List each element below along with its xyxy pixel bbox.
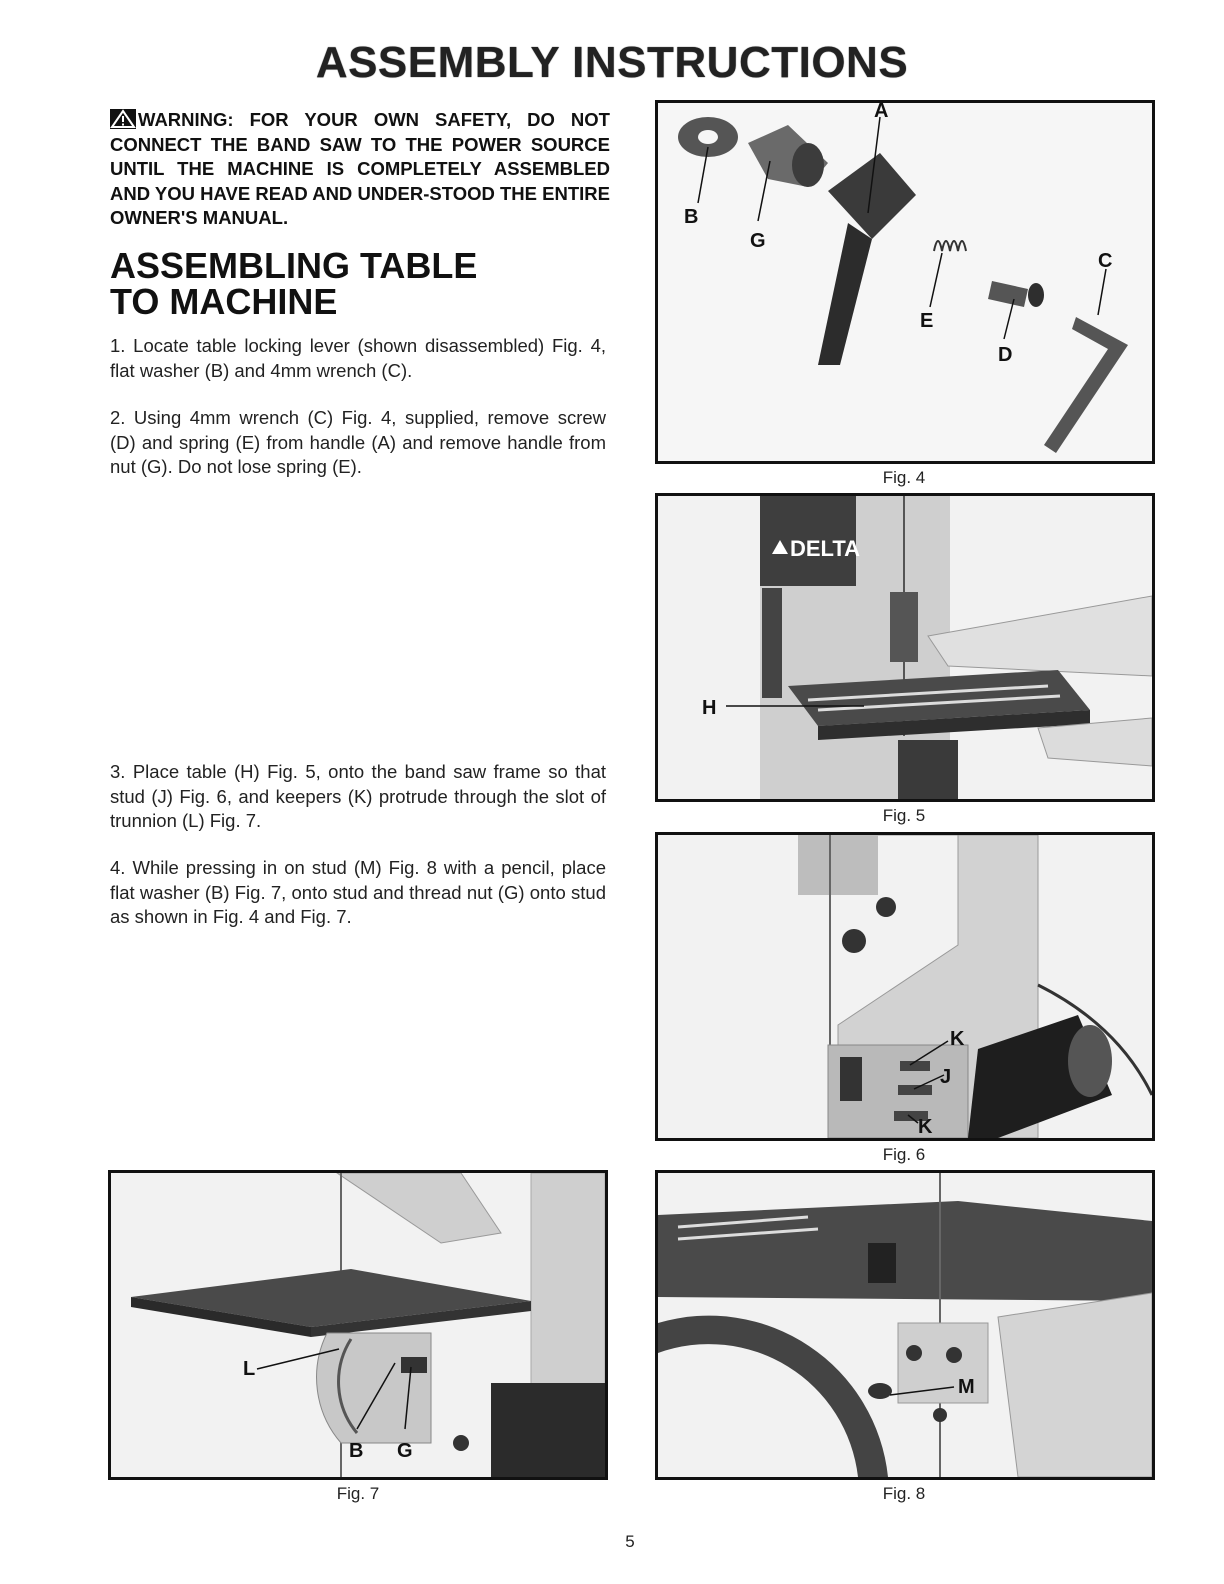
fig4-callout-c: C (1098, 250, 1113, 272)
figure-6 (655, 832, 1155, 1141)
fig6-callout-k-bottom: K (918, 1116, 933, 1138)
fig7-illustration (111, 1173, 605, 1477)
fig8-callout-m: M (958, 1376, 975, 1398)
fig4-caption: Fig. 4 (882, 468, 926, 487)
delta-brand-text: DELTA (790, 536, 861, 561)
warning-text: WARNING: FOR YOUR OWN SAFETY, DO NOT CONNECT THE BAND SAW TO THE POWER SOURCE UNTIL THE MACHINE IS COMPLETELY ASSEMBLED AND YOU HAVE READ AND UNDER-STOOD THE ENTIRE OWNER'S MANUAL. (110, 109, 610, 228)
fig7-callout-l: L (243, 1358, 256, 1380)
section-heading-line2: TO MACHINE (110, 281, 338, 322)
page-number: 5 (625, 1532, 635, 1551)
fig7-caption: Fig. 7 (336, 1484, 380, 1503)
fig6-callout-k-top: K (950, 1028, 965, 1050)
fig8-caption: Fig. 8 (882, 1484, 926, 1503)
section-heading-line1: ASSEMBLING TABLE (110, 245, 478, 286)
fig4-callout-g: G (750, 230, 766, 252)
fig6-illustration (658, 835, 1152, 1138)
step-3: 3. Place table (H) Fig. 5, onto the band saw frame so that stud (J) Fig. 6, and keepers (K) protrude through the slot of trunnion (L) Fig. 7. (110, 761, 606, 831)
fig7-callout-b: B (349, 1440, 364, 1462)
fig5-caption: Fig. 5 (882, 806, 926, 825)
warning-block (110, 108, 610, 231)
warning-triangle-icon (110, 109, 136, 129)
fig4-callout-e: E (920, 310, 934, 332)
fig7-callout-g: G (397, 1440, 413, 1462)
fig4-illustration (658, 103, 1152, 461)
step-1: 1. Locate table locking lever (shown disassembled) Fig. 4, flat washer (B) and 4mm wrench (C). (110, 335, 606, 381)
fig4-callout-d: D (998, 344, 1013, 366)
step-2: 2. Using 4mm wrench (C) Fig. 4, supplied, remove screw (D) and spring (E) from handle (A) and remove handle from nut (G). Do not lose spring (E). (110, 407, 606, 477)
step-4: 4. While pressing in on stud (M) Fig. 8 with a pencil, place flat washer (B) Fig. 7, onto stud and thread nut (G) onto stud as shown in Fig. 4 and Fig. 7. (110, 857, 606, 927)
figure-8 (655, 1170, 1155, 1480)
fig4-callout-b: B (684, 206, 699, 228)
fig4-callout-a: A (874, 103, 889, 122)
fig6-callout-j: J (940, 1066, 952, 1088)
fig6-caption: Fig. 6 (882, 1145, 926, 1164)
figure-7 (108, 1170, 608, 1480)
page-title: ASSEMBLY INSTRUCTIONS (315, 38, 909, 87)
section-heading (110, 245, 610, 322)
figure-5 (655, 493, 1155, 802)
figure-4 (655, 100, 1155, 464)
fig5-callout-h: H (702, 697, 717, 719)
fig5-illustration (658, 496, 1152, 799)
fig8-illustration (658, 1173, 1152, 1477)
